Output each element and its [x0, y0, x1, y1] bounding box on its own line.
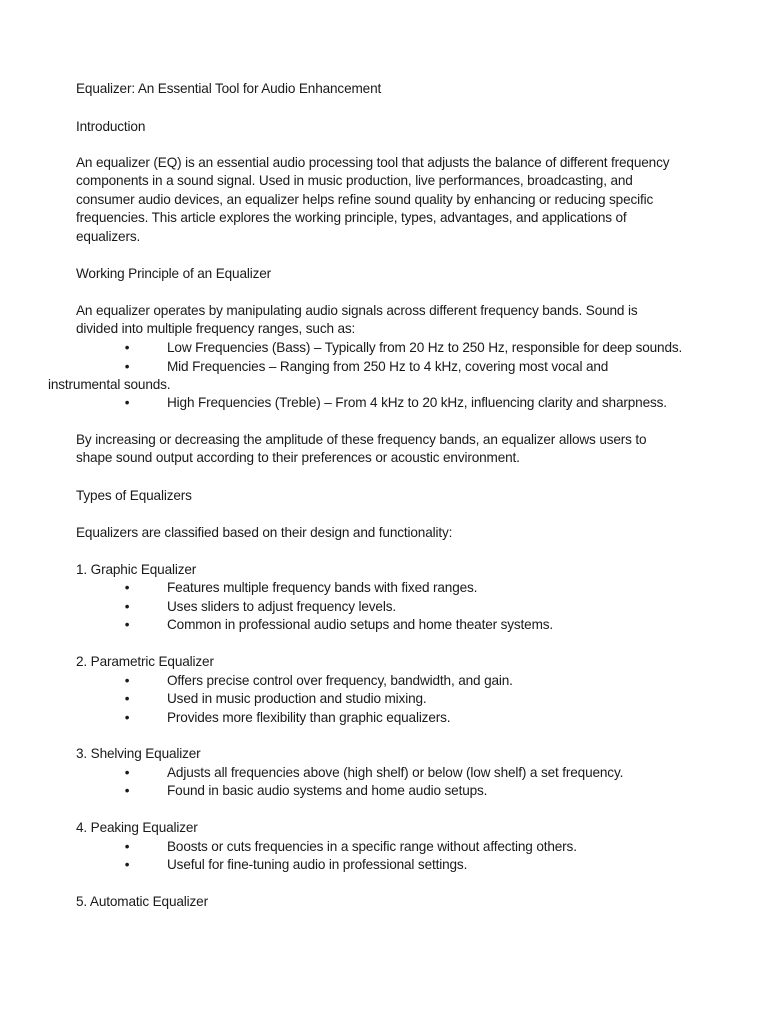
working-principle-intro — [76, 302, 701, 339]
bullet-icon: • — [124, 598, 130, 614]
bullet-icon: • — [124, 358, 130, 374]
list-item — [0, 709, 768, 727]
list-item-text: Useful for fine-tuning audio in professional settings. — [167, 857, 468, 872]
bullet-icon: • — [124, 857, 130, 872]
list-item-text: Common in professional audio setups and home theater systems. — [167, 617, 554, 632]
type-title-shelving: 3. Shelving Equalizer — [76, 746, 201, 761]
list-item-text: Adjusts all frequencies above (high shelf) or below (low shelf) a set frequency. — [167, 764, 624, 780]
list-item — [0, 764, 768, 782]
type-title-automatic: 5. Automatic Equalizer — [76, 894, 208, 909]
list-item-text: Low Frequencies (Bass) – Typically from 20 Hz to 250 Hz, responsible for deep sounds. — [167, 340, 683, 355]
paragraph-line: shape sound output according to their preferences or acoustic environment. — [76, 450, 520, 466]
bullet-icon: • — [124, 709, 130, 725]
paragraph-line: By increasing or decreasing the amplitude of these frequency bands, an equalizer allows users to — [76, 432, 647, 447]
types-heading: Types of Equalizers — [76, 488, 192, 503]
list-item-text: Uses sliders to adjust frequency levels. — [167, 598, 396, 614]
list-item-text: Used in music production and studio mixing. — [167, 691, 427, 706]
bullet-icon: • — [124, 617, 130, 632]
bullet-icon: • — [124, 783, 130, 798]
list-item — [0, 339, 768, 357]
bullet-icon: • — [124, 764, 130, 780]
list-item — [0, 838, 768, 856]
paragraph-line: divided into multiple frequency ranges, such as: — [76, 321, 356, 337]
bullet-icon: • — [124, 395, 130, 410]
bullet-icon: • — [124, 580, 130, 595]
bullet-icon: • — [124, 672, 130, 688]
paragraph-line: consumer audio devices, an equalizer helps refine sound quality by enhancing or reducing specific — [76, 191, 654, 207]
list-item — [0, 358, 768, 376]
list-item-continuation: instrumental sounds. — [48, 376, 171, 392]
list-item-text: Provides more flexibility than graphic equalizers. — [167, 709, 451, 725]
list-item — [0, 394, 768, 412]
list-item-text: Boosts or cuts frequencies in a specific range without affecting others. — [167, 838, 577, 854]
working-principle-heading: Working Principle of an Equalizer — [76, 266, 272, 281]
types-intro: Equalizers are classified based on their design and functionality: — [76, 525, 453, 540]
type-title-peaking: 4. Peaking Equalizer — [76, 820, 198, 835]
document-title: Equalizer: An Essential Tool for Audio Enhancement — [76, 81, 382, 96]
paragraph-line: equalizers. — [76, 228, 141, 244]
list-item — [0, 616, 768, 634]
list-item — [0, 579, 768, 597]
list-item-text: High Frequencies (Treble) – From 4 kHz to 20 kHz, influencing clarity and sharpness. — [167, 395, 667, 410]
list-item — [0, 690, 768, 708]
list-item-text: Features multiple frequency bands with fixed ranges. — [167, 580, 478, 595]
introduction-paragraph — [76, 154, 701, 246]
list-item-text: Found in basic audio systems and home audio setups. — [167, 783, 488, 798]
introduction-heading: Introduction — [76, 119, 146, 134]
list-item — [0, 782, 768, 800]
type-title-graphic: 1. Graphic Equalizer — [76, 562, 197, 577]
bullet-icon: • — [124, 838, 130, 854]
bullet-icon: • — [124, 691, 130, 706]
type-title-parametric: 2. Parametric Equalizer — [76, 654, 214, 669]
paragraph-line: An equalizer (EQ) is an essential audio processing tool that adjusts the balance of different frequency — [76, 155, 670, 170]
paragraph-line: components in a sound signal. Used in music production, live performances, broadcasting, and — [76, 173, 633, 189]
list-item — [0, 598, 768, 616]
paragraph-line: An equalizer operates by manipulating audio signals across different frequency bands. Sound is — [76, 303, 638, 318]
list-item-text: Mid Frequencies – Ranging from 250 Hz to 4 kHz, covering most vocal and — [167, 358, 609, 374]
list-item — [0, 856, 768, 874]
paragraph-line: frequencies. This article explores the working principle, types, advantages, and applications of — [76, 210, 627, 226]
working-principle-closing — [76, 431, 701, 468]
bullet-icon: • — [124, 340, 130, 355]
list-item — [0, 672, 768, 690]
list-item-text: Offers precise control over frequency, bandwidth, and gain. — [167, 672, 513, 688]
